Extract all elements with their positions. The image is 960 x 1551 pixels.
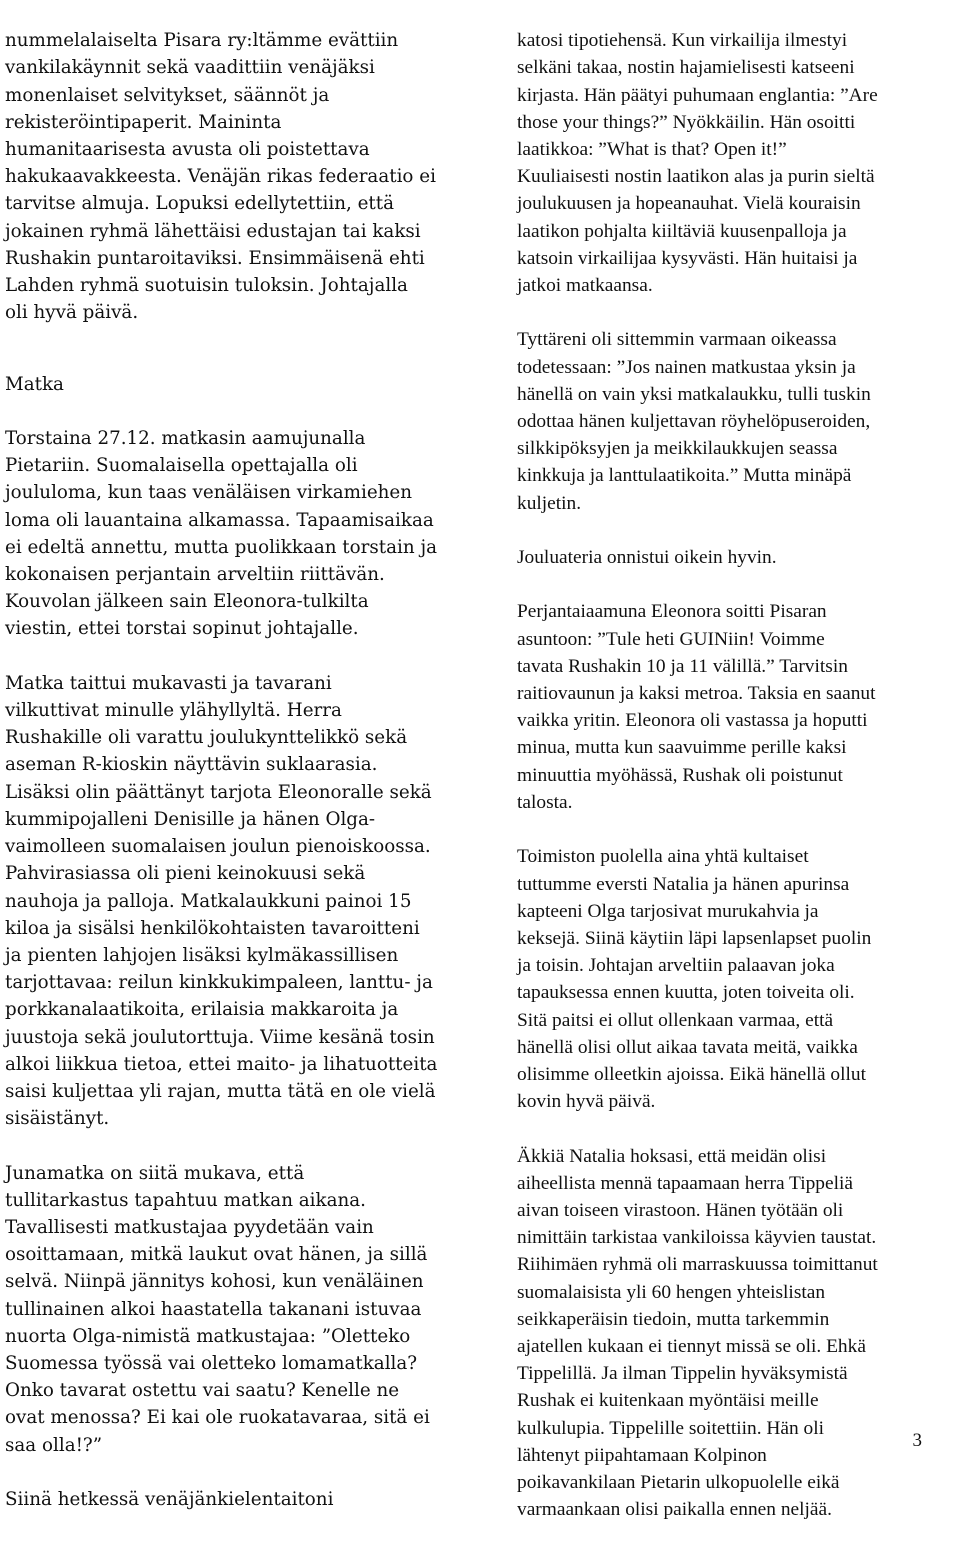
paragraph-toimiston: Toimiston puolella aina yhtä kultaiset tuttumme eversti Natalia ja hänen apurinsa kapteeni Olga tarjosivat murukahvia ja keksejä. Siinä käytiin läpi lapsenlapset puolin ja toisin. Johtajan arveltiin palaavan joka tapauksessa ennen kuutta, joten toiveita oli. Sitä paitsi ei ollut ollenkaan varmaa, että hänellä olisi ollut aikaa tavata meitä, vaikka olisimme olleetkin ajoissa. Eikä hänellä ollut kovin hyvä päivä. [517, 846, 872, 1113]
page-number: 3 [912, 1430, 922, 1451]
paragraph-tyttareni: Tyttäreni oli sittemmin varmaan oikeassa todetessaan: ”Jos nainen matkustaa yksin ja hänellä on vain yksi matkalaukku, tulli tuskin odottaa hänen kuljettavan röyhelöpuseroiden, silkkipöksyjen ja meikkilaukkujen seassa kinkkuja ja lanttulaatikoita.” Mutta minäpä kuljetin. [517, 329, 871, 514]
paragraph-junamatka: Junamatka on siitä mukava, että tullitarkastus tapahtuu matkan aikana. Tavallisesti matkustajaa pyydetään vain osoittamaan, mitkä laukut ovat hänen, ja sillä selvä. Niinpä jännitys kohosi, kun venäläinen tullinainen alkoi haastatella takanani istuvaa nuorta Olga-nimistä matkustajaa: ”Oletteko Suomessa työssä vai oletteko lomamatkalla? Onko tavarat ostettu vai saatu? Kenelle ne ovat menossa? Ei kai ole ruokatavaraa, sitä ei saa olla!?” [5, 1162, 430, 1456]
paragraph-siina-hetkessa: Siinä hetkessä venäjänkielentaitoni [5, 1488, 334, 1510]
paragraph-perjantaiaamuna: Perjantaiaamuna Eleonora soitti Pisaran asuntoon: ”Tule heti GUINiin! Voimme tavata Rushakin 10 ja 11 välillä.” Tarvitsin raitiovaunun ja kaksi metroa. Taksia en saanut vaikka yritin. Eleonora oli vastassa ja hoputti minua, mutta kun saavuimme perille kaksi minuuttia myöhässä, Rushak oli poistunut talosta. [517, 601, 876, 813]
intro-paragraph: nummelalaiselta Pisara ry:ltämme evättiin vankilakäynnit sekä vaadittiin venäjäksi monenlaiset selvitykset, säännöt ja rekisteröintipaperit. Maininta humanitaarisesta avusta oli poistettava hakukaavakkeesta. Venäjän rikas federaatio ei tarvitse almuja. Lopuksi edellytettiin, että jokainen ryhmä lähettäisi edustajan tai kaksi Rushakin puntaroitaviksi. Ensimmäisenä ehti Lahden ryhmä suotuisin tuloksin. Johtajalla oli hyvä päivä. [5, 30, 436, 324]
paragraph-jouluateria: Jouluateria onnistui oikein hyvin. [517, 547, 777, 569]
paragraph-katosi: katosi tipotiehensä. Kun virkailija ilmestyi selkäni takaa, nostin hajamielisesti katseeni kirjasta. Hän päätyi puhumaan englantia: ”Are those your things?” Nyökkäilin. Hän osoitti laatikkoa: ”What is that? Open it!” Kuuliaisesti nostin laatikon alas ja purin sieltä joulukuusen ja hopeanauhat. Vielä kouraisin laatikon pohjalta kiiltäviä kuusenpalloja ja katsoin virkailijaa kysyvästi. Hän huitaisi ja jatkoi matkaansa. [517, 30, 878, 297]
paragraph-matka-taittui: Matka taittui mukavasti ja tavarani vilkuttivat minulle ylähyllyltä. Herra Rushakille oli varattu joulukynttelikkö sekä aseman R-kioskin näyttävin suklaarasia. Lisäksi olin päättänyt tarjota Eleonoralle sekä kummipojalleni Denisille ja hänen Olga- vaimolleen suomalaisen joulun pienoiskoossa. Pahvirasiassa oli pieni keinokuusi sekä nauhoja ja palloja. Matkalaukkuni painoi 15 kiloa ja sisälsi henkilökohtaisten tavaroitteni ja pienten lahjojen lisäksi kylmäkassillisen tarjottavaa: reilun kinkkukimpaleen, lanttu- ja porkkanalaatikoita, erilaisia makkaroita ja juustoja sekä joulutorttuja. Viime kesänä tosin alkoi liikkua tietoa, ettei maito- ja lihatuotteita saisi kuljettaa yli rajan, mutta tätä en ole vielä sisäistänyt. [5, 672, 438, 1130]
paragraph-torstaina: Torstaina 27.12. matkasin aamujunalla Pietariin. Suomalaisella opettajalla oli joululoma, kun taas venäläisen virkamiehen loma oli lauantaina alkamassa. Tapaamisaikaa ei edeltä annettu, mutta puolikkaan torstain ja kokonaisen perjantain arveltiin riittävän. Kouvolan jälkeen sain Eleonora-tulkilta viestin, ettei torstai sopinut johtajalle. [5, 428, 438, 640]
section-heading-matka: Matka [5, 373, 64, 395]
left-column [5, 0, 480, 1540]
paragraph-akkia: Äkkiä Natalia hoksasi, että meidän olisi aiheellista mennä tapaamaan herra Tippeliä aivan toiseen virastoon. Hänen työtään oli nimittäin tarkistaa vankiloissa käyvien taustat. Riihimäen ryhmä oli marraskuussa toimittanut suomalaisista yli 60 hengen yhteislistan seikkaperäisin tiedoin, mutta tarkemmin ajatellen kukaan ei tiennyt missä se oli. Ehkä Tippelillä. Ja ilman Tippelin hyväksymistä Rushak ei kuitenkaan myöntäisi meille kulkulupia. Tippelille soitettiin. Hän oli lähtenyt piipahtamaan Kolpinon poikavankilaan Pietarin ulkopuolelle eikä varmaankaan olisi paikalla ennen neljää. [517, 1145, 878, 1521]
right-column [517, 0, 960, 1551]
